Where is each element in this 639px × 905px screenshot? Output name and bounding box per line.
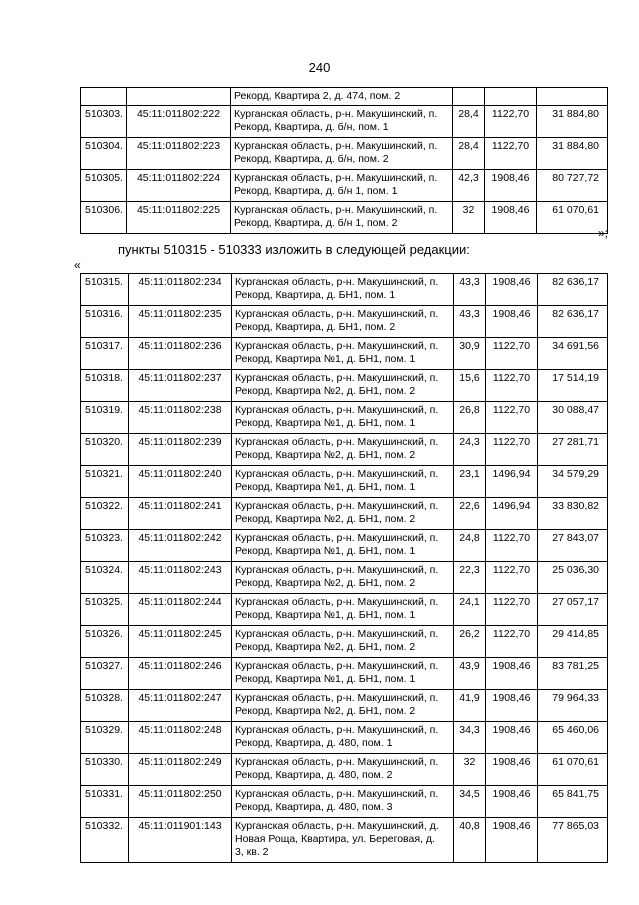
cell-area: 26,2 (454, 626, 486, 658)
cell-area: 22,6 (454, 498, 486, 530)
cell-cost: 61 070,61 (537, 202, 608, 234)
cell-rate: 1496,94 (486, 498, 538, 530)
cell-number: 510332. (81, 818, 129, 863)
cell-rate: 1908,46 (486, 786, 538, 818)
cell-number (81, 88, 127, 106)
table-row (81, 722, 608, 754)
cell-rate: 1908,46 (486, 754, 538, 786)
address-line: Курганская область, р-н. Макушинский, п. (235, 308, 439, 320)
address-line: Курганская область, р-н. Макушинский, п. (235, 660, 439, 672)
cell-address (232, 530, 454, 562)
address-line: Рекорд, Квартира №1, д. БН1, пом. 1 (235, 481, 416, 493)
address-line: Курганская область, р-н. Макушинский, п. (234, 172, 438, 184)
cell-area: 43,9 (454, 658, 486, 690)
address-line: Курганская область, р-н. Макушинский, п. (235, 788, 439, 800)
cell-cadastral-number: 45:11:011802:223 (127, 138, 231, 170)
cell-cost: 61 070,61 (538, 754, 608, 786)
cell-number: 510324. (81, 562, 129, 594)
cell-cadastral-number: 45:11:011802:246 (129, 658, 232, 690)
cell-cost: 31 884,80 (537, 106, 608, 138)
registry-table-revised-body (81, 274, 608, 863)
cell-cost: 65 841,75 (538, 786, 608, 818)
table-row (81, 562, 608, 594)
address-line: Курганская область, р-н. Макушинский, п. (235, 628, 439, 640)
address-line: Курганская область, р-н. Макушинский, д. (235, 820, 439, 832)
cell-cadastral-number: 45:11:011802:225 (127, 202, 231, 234)
address-line: Рекорд, Квартира, д. 480, пом. 1 (235, 737, 393, 749)
cell-address (232, 338, 454, 370)
cell-number: 510317. (81, 338, 129, 370)
cell-address (232, 786, 454, 818)
table-row (81, 594, 608, 626)
address-line: Рекорд, Квартира, д. б/н 1, пом. 2 (234, 217, 398, 229)
table-row (81, 106, 608, 138)
address-line: Рекорд, Квартира №1, д. БН1, пом. 1 (235, 353, 416, 365)
cell-area: 22,3 (454, 562, 486, 594)
cell-area: 42,3 (453, 170, 485, 202)
cell-cadastral-number: 45:11:011802:244 (129, 594, 232, 626)
address-line: Рекорд, Квартира, д. БН1, пом. 2 (235, 321, 396, 333)
cell-cost: 17 514,19 (538, 370, 608, 402)
cell-rate: 1122,70 (486, 594, 538, 626)
cell-rate: 1122,70 (486, 530, 538, 562)
address-line: Новая Роща, Квартира, ул. Береговая, д. (235, 833, 435, 845)
cell-rate: 1122,70 (486, 402, 538, 434)
cell-rate: 1908,46 (486, 818, 538, 863)
cell-cadastral-number: 45:11:011901:143 (129, 818, 232, 863)
cell-address (232, 402, 454, 434)
cell-rate: 1122,70 (485, 106, 537, 138)
cell-cadastral-number: 45:11:011802:248 (129, 722, 232, 754)
cell-cadastral-number: 45:11:011802:242 (129, 530, 232, 562)
address-line: Рекорд, Квартира №1, д. БН1, пом. 1 (235, 417, 416, 429)
cell-number: 510319. (81, 402, 129, 434)
cell-rate: 1122,70 (486, 338, 538, 370)
instruction-text: пункты 510315 - 510333 изложить в следующей редакции: (118, 242, 470, 257)
cell-number: 510304. (81, 138, 127, 170)
cell-area: 41,9 (454, 690, 486, 722)
address-line: Рекорд, Квартира №1, д. БН1, пом. 1 (235, 545, 416, 557)
cell-area: 34,5 (454, 786, 486, 818)
registry-table-continued (80, 87, 608, 234)
table-row (81, 466, 608, 498)
cell-number: 510305. (81, 170, 127, 202)
address-line: Рекорд, Квартира, д. б/н 1, пом. 1 (234, 185, 398, 197)
address-line: Курганская область, р-н. Макушинский, п. (235, 692, 439, 704)
cell-rate: 1908,46 (486, 306, 538, 338)
cell-area: 43,3 (454, 274, 486, 306)
cell-number: 510327. (81, 658, 129, 690)
cell-address (232, 498, 454, 530)
cell-rate: 1908,46 (486, 690, 538, 722)
cell-cadastral-number: 45:11:011802:224 (127, 170, 231, 202)
cell-cadastral-number: 45:11:011802:239 (129, 434, 232, 466)
address-line: Курганская область, р-н. Макушинский, п. (234, 204, 438, 216)
cell-number: 510323. (81, 530, 129, 562)
table-row (81, 338, 608, 370)
address-line: Курганская область, р-н. Макушинский, п. (235, 756, 439, 768)
cell-cost: 27 281,71 (538, 434, 608, 466)
cell-address (232, 658, 454, 690)
table-row (81, 530, 608, 562)
table-row (81, 202, 608, 234)
cell-rate: 1496,94 (486, 466, 538, 498)
cell-cost: 65 460,06 (538, 722, 608, 754)
cell-area: 40,8 (454, 818, 486, 863)
address-line: Рекорд, Квартира №2, д. БН1, пом. 2 (235, 577, 416, 589)
cell-cost: 27 843,07 (538, 530, 608, 562)
cell-rate: 1908,46 (486, 658, 538, 690)
address-line: Курганская область, р-н. Макушинский, п. (235, 276, 439, 288)
table-row (81, 138, 608, 170)
cell-number: 510303. (81, 106, 127, 138)
cell-address (232, 562, 454, 594)
cell-area: 32 (454, 754, 486, 786)
cell-cadastral-number: 45:11:011802:235 (129, 306, 232, 338)
cell-address (231, 138, 453, 170)
cell-area: 24,8 (454, 530, 486, 562)
address-line: Курганская область, р-н. Макушинский, п. (235, 532, 439, 544)
table-row (81, 818, 608, 863)
cell-area: 28,4 (453, 106, 485, 138)
cell-address (232, 626, 454, 658)
cell-area: 23,1 (454, 466, 486, 498)
cell-address (232, 274, 454, 306)
address-line: Рекорд, Квартира, д. 480, пом. 3 (235, 801, 393, 813)
cell-rate: 1908,46 (485, 202, 537, 234)
table-row (81, 402, 608, 434)
cell-rate: 1908,46 (486, 274, 538, 306)
cell-cost: 29 414,85 (538, 626, 608, 658)
cell-address (231, 106, 453, 138)
cell-cost: 83 781,25 (538, 658, 608, 690)
cell-cadastral-number (127, 88, 231, 106)
cell-cost: 33 830,82 (538, 498, 608, 530)
address-line: Курганская область, р-н. Макушинский, п. (235, 404, 439, 416)
cell-address (232, 594, 454, 626)
cell-number: 510325. (81, 594, 129, 626)
registry-table-revised (80, 273, 608, 863)
cell-number: 510315. (81, 274, 129, 306)
cell-cadastral-number: 45:11:011802:247 (129, 690, 232, 722)
closing-quote: »; (598, 226, 609, 240)
address-line: Рекорд, Квартира, д. б/н, пом. 1 (234, 121, 389, 133)
cell-address (232, 722, 454, 754)
cell-cadastral-number: 45:11:011802:240 (129, 466, 232, 498)
cell-area: 24,3 (454, 434, 486, 466)
cell-cost: 31 884,80 (537, 138, 608, 170)
address-line: Курганская область, р-н. Макушинский, п. (234, 140, 438, 152)
cell-number: 510316. (81, 306, 129, 338)
table-row (81, 690, 608, 722)
address-line: Рекорд, Квартира №1, д. БН1, пом. 1 (235, 673, 416, 685)
page-number: 240 (308, 60, 331, 75)
cell-address (232, 466, 454, 498)
address-line: Курганская область, р-н. Макушинский, п. (235, 724, 439, 736)
cell-area: 28,4 (453, 138, 485, 170)
cell-area (453, 88, 485, 106)
cell-cost: 80 727,72 (537, 170, 608, 202)
cell-number: 510330. (81, 754, 129, 786)
cell-cadastral-number: 45:11:011802:243 (129, 562, 232, 594)
cell-rate: 1122,70 (485, 138, 537, 170)
cell-area: 43,3 (454, 306, 486, 338)
cell-number: 510326. (81, 626, 129, 658)
cell-number: 510306. (81, 202, 127, 234)
address-line: Курганская область, р-н. Макушинский, п. (235, 436, 439, 448)
table-row (81, 786, 608, 818)
cell-cost: 82 636,17 (538, 274, 608, 306)
address-line: 3, кв. 2 (235, 846, 269, 858)
cell-number: 510318. (81, 370, 129, 402)
cell-cost: 30 088,47 (538, 402, 608, 434)
cell-rate: 1122,70 (486, 626, 538, 658)
cell-cost: 34 579,29 (538, 466, 608, 498)
cell-address (232, 818, 454, 863)
cell-address: Рекорд, Квартира 2, д. 474, пом. 2 (231, 88, 453, 106)
cell-cost (537, 88, 608, 106)
cell-number: 510322. (81, 498, 129, 530)
address-line: Рекорд, Квартира, д. б/н, пом. 2 (234, 153, 389, 165)
address-line: Курганская область, р-н. Макушинский, п. (235, 340, 439, 352)
table-row (81, 306, 608, 338)
cell-cadastral-number: 45:11:011802:234 (129, 274, 232, 306)
table-row (81, 658, 608, 690)
cell-address (231, 170, 453, 202)
cell-cost: 27 057,17 (538, 594, 608, 626)
cell-rate (485, 88, 537, 106)
cell-address (232, 434, 454, 466)
cell-area: 24,1 (454, 594, 486, 626)
cell-address (231, 202, 453, 234)
cell-cadastral-number: 45:11:011802:250 (129, 786, 232, 818)
cell-cadastral-number: 45:11:011802:245 (129, 626, 232, 658)
cell-rate: 1122,70 (486, 434, 538, 466)
cell-address (232, 690, 454, 722)
cell-cost: 82 636,17 (538, 306, 608, 338)
table-row (81, 626, 608, 658)
cell-rate: 1122,70 (486, 562, 538, 594)
cell-address (232, 754, 454, 786)
cell-rate: 1908,46 (486, 722, 538, 754)
address-line: Рекорд, Квартира, д. БН1, пом. 1 (235, 289, 396, 301)
address-line: Курганская область, р-н. Макушинский, п. (235, 372, 439, 384)
cell-rate: 1122,70 (486, 370, 538, 402)
cell-number: 510320. (81, 434, 129, 466)
cell-cost: 77 865,03 (538, 818, 608, 863)
cell-address (232, 370, 454, 402)
cell-cadastral-number: 45:11:011802:238 (129, 402, 232, 434)
address-line: Рекорд, Квартира №1, д. БН1, пом. 1 (235, 609, 416, 621)
table-row (81, 434, 608, 466)
cell-area: 15,6 (454, 370, 486, 402)
registry-table-continued-body (81, 88, 608, 234)
address-line: Рекорд, Квартира №2, д. БН1, пом. 2 (235, 385, 416, 397)
table-row (81, 274, 608, 306)
cell-number: 510321. (81, 466, 129, 498)
address-line: Курганская область, р-н. Макушинский, п. (235, 596, 439, 608)
cell-number: 510329. (81, 722, 129, 754)
table-row (81, 754, 608, 786)
address-line: Рекорд, Квартира №2, д. БН1, пом. 2 (235, 705, 416, 717)
cell-cost: 79 964,33 (538, 690, 608, 722)
table-row (81, 170, 608, 202)
cell-cadastral-number: 45:11:011802:249 (129, 754, 232, 786)
address-line: Курганская область, р-н. Макушинский, п. (235, 564, 439, 576)
address-line: Рекорд, Квартира, д. 480, пом. 2 (235, 769, 393, 781)
cell-area: 32 (453, 202, 485, 234)
address-line: Курганская область, р-н. Макушинский, п. (234, 108, 438, 120)
cell-address (232, 306, 454, 338)
address-line: Рекорд, Квартира №2, д. БН1, пом. 2 (235, 449, 416, 461)
cell-number: 510328. (81, 690, 129, 722)
cell-cadastral-number: 45:11:011802:241 (129, 498, 232, 530)
cell-area: 30,9 (454, 338, 486, 370)
address-line: Курганская область, р-н. Макушинский, п. (235, 500, 439, 512)
cell-cadastral-number: 45:11:011802:222 (127, 106, 231, 138)
address-line: Рекорд, Квартира №2, д. БН1, пом. 2 (235, 641, 416, 653)
cell-cadastral-number: 45:11:011802:237 (129, 370, 232, 402)
table-row (81, 370, 608, 402)
cell-cost: 25 036,30 (538, 562, 608, 594)
table-row (81, 498, 608, 530)
cell-rate: 1908,46 (485, 170, 537, 202)
cell-cadastral-number: 45:11:011802:236 (129, 338, 232, 370)
cell-number: 510331. (81, 786, 129, 818)
address-line: Курганская область, р-н. Макушинский, п. (235, 468, 439, 480)
cell-cost: 34 691,56 (538, 338, 608, 370)
cell-area: 34,3 (454, 722, 486, 754)
opening-quote: « (74, 258, 81, 272)
cell-area: 26,8 (454, 402, 486, 434)
table-row-continued (81, 88, 608, 106)
address-line: Рекорд, Квартира №2, д. БН1, пом. 2 (235, 513, 416, 525)
